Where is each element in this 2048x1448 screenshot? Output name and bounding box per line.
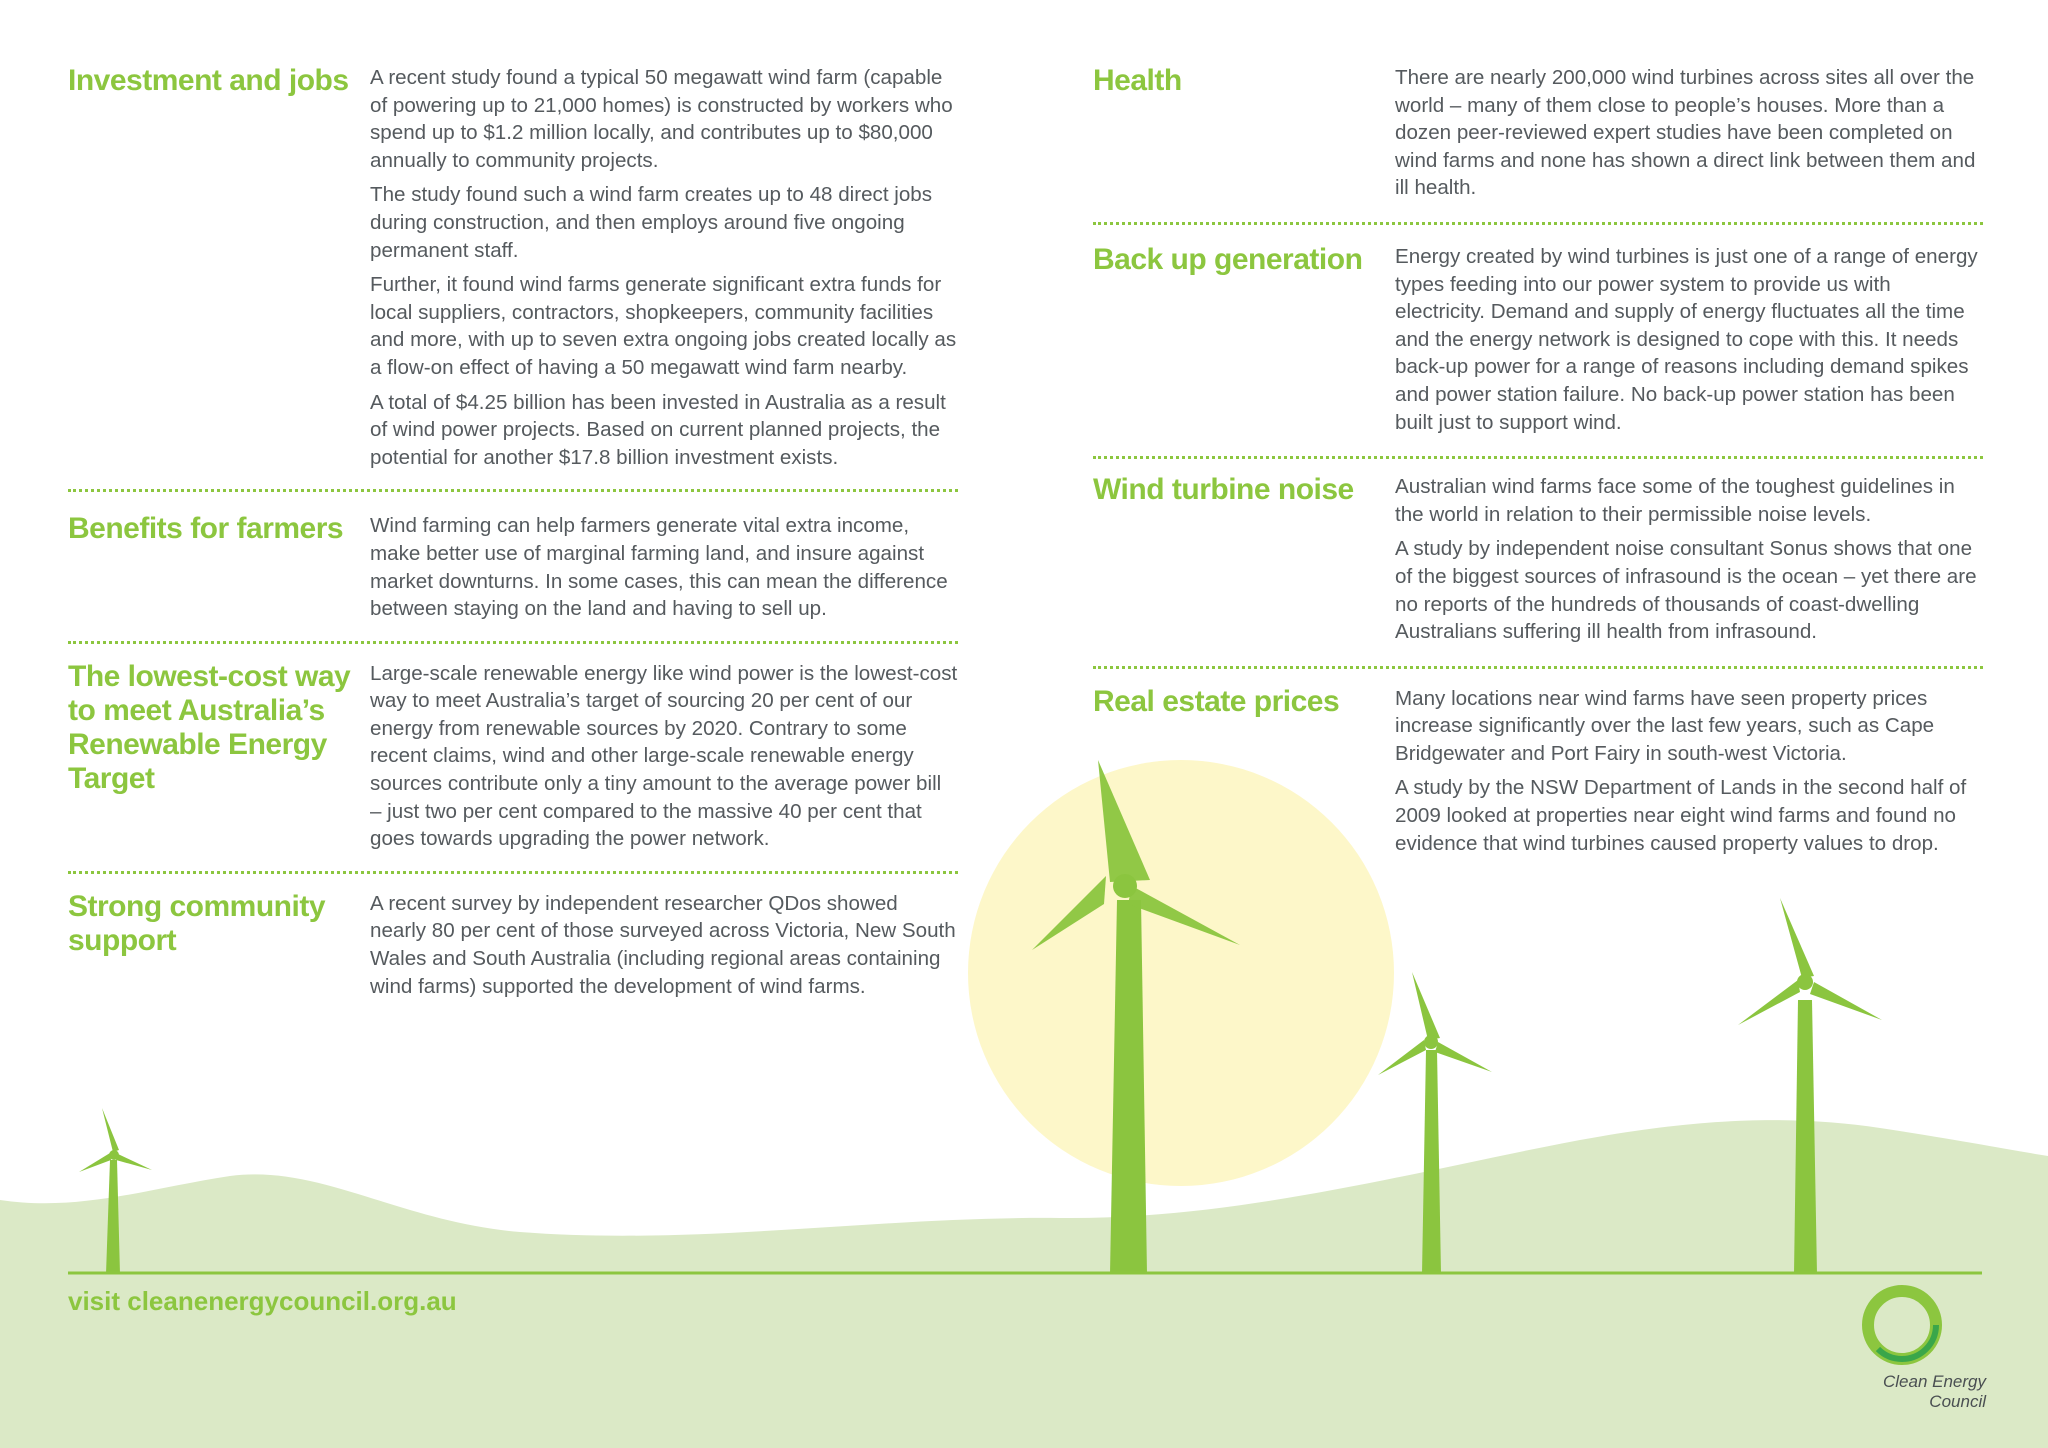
clean-energy-council-logo-icon — [1856, 1285, 1948, 1377]
paragraph: Wind farming can help farmers generate vital extra income, make better use of marginal farming land, and insure against market downturns. In some cases, this can mean the difference between staying on the land and having to sell up. — [370, 514, 948, 621]
section-heading: Benefits for farmers — [68, 512, 344, 546]
paragraph: There are nearly 200,000 wind turbines across sites all over the world – many of them close to people’s houses. More than a dozen peer-reviewed expert studies have been completed on wind farms and none has shown a direct link between them and ill health. — [1395, 66, 1976, 200]
paragraph: Large-scale renewable energy like wind power is the lowest-cost way to meet Australia’s target of sourcing 20 per cent of our energy from renewable sources by 2020. Contrary to some recent claims, wind and other large-scale renewable energy sources contribute only a tiny amount to the average power bill – just two per cent compared to the massive 40 per cent that goes towards upgrading the power network. — [370, 661, 958, 851]
green-hills — [0, 1120, 2048, 1448]
section-real-estate-prices — [1093, 666, 1983, 858]
right-column — [1093, 62, 1983, 857]
section-body — [1395, 243, 1983, 436]
section-back-up-generation — [1093, 222, 1983, 456]
section-body — [370, 64, 958, 471]
website-link[interactable]: visit cleanenergycouncil.org.au — [68, 1286, 457, 1316]
section-wind-turbine-noise — [1093, 456, 1983, 666]
paragraph: Australian wind farms face some of the toughest guidelines in the world in relation to their permissible noise levels. — [1395, 475, 1955, 526]
section-body — [1395, 64, 1983, 202]
section-heading: Real estate prices — [1093, 684, 1340, 718]
section-health — [1093, 62, 1983, 222]
section-body — [1395, 473, 1983, 646]
section-body — [370, 512, 958, 622]
section-benefits-for-farmers — [68, 489, 958, 640]
paragraph: A recent study found a typical 50 megawatt wind farm (capable of powering up to 21,000 homes) is constructed by workers who spend up to $1.2 million locally, and contributes up to $80,000 annually to community projects. — [370, 66, 953, 172]
section-heading: The lowest-cost way to meet Australia’s Renewable Energy Target — [68, 659, 351, 795]
section-investment-and-jobs — [68, 62, 958, 489]
section-heading: Wind turbine noise — [1093, 473, 1354, 507]
paragraph: Energy created by wind turbines is just one of a range of energy types feeding into our power system to provide us with electricity. Demand and supply of energy fluctuates all the time and the energy network is designed to cope with this. It needs back-up power for a range of reasons including demand spikes and power station failure. No back-up power station has been built just to support wind. — [1395, 244, 1978, 434]
paragraph: A study by the NSW Department of Lands in the second half of 2009 looked at properties near eight wind farms and found no evidence that wind turbines caused property values to drop. — [1395, 776, 1967, 855]
section-body — [1395, 685, 1983, 858]
left-column — [68, 62, 958, 1000]
section-strong-community-support — [68, 871, 958, 1000]
paragraph: A recent survey by independent researcher QDos showed nearly 80 per cent of those surveyed across Victoria, New South Wales and South Australia (including regional areas containing wind farms) supported the development of wind farms. — [370, 891, 956, 998]
section-body — [370, 890, 958, 1000]
section-heading: Back up generation — [1093, 242, 1363, 276]
paragraph: Many locations near wind farms have seen property prices increase significantly over the last few years, such as Cape Bridgewater and Port Fairy in south-west Victoria. — [1395, 686, 1935, 765]
section-heading: Health — [1093, 64, 1182, 97]
paragraph: Further, it found wind farms generate significant extra funds for local suppliers, contractors, shopkeepers, community facilities and more, with up to seven extra ongoing jobs created locally as a flow-on effect of having a 50 megawatt wind farm nearby. — [370, 273, 957, 379]
section-heading: Strong community support — [68, 889, 326, 957]
section-heading: Investment and jobs — [68, 64, 349, 97]
paragraph: The study found such a wind farm creates up to 48 direct jobs during construction, and then employs around five ongoing permanent staff. — [370, 183, 933, 262]
section-body — [370, 660, 958, 853]
paragraph: A total of $4.25 billion has been invested in Australia as a result of wind power projects. Based on current planned projects, the potential for another $17.8 billion investment exists. — [370, 390, 946, 469]
paragraph: A study by independent noise consultant Sonus shows that one of the biggest sources of infrasound is the ocean – yet there are no reports of the hundreds of thousands of coast-dwelling Australians suffering ill health from infrasound. — [1395, 537, 1977, 644]
section-lowest-cost-target — [68, 641, 958, 871]
logo-wordmark: Clean Energy Council — [1882, 1372, 1986, 1411]
